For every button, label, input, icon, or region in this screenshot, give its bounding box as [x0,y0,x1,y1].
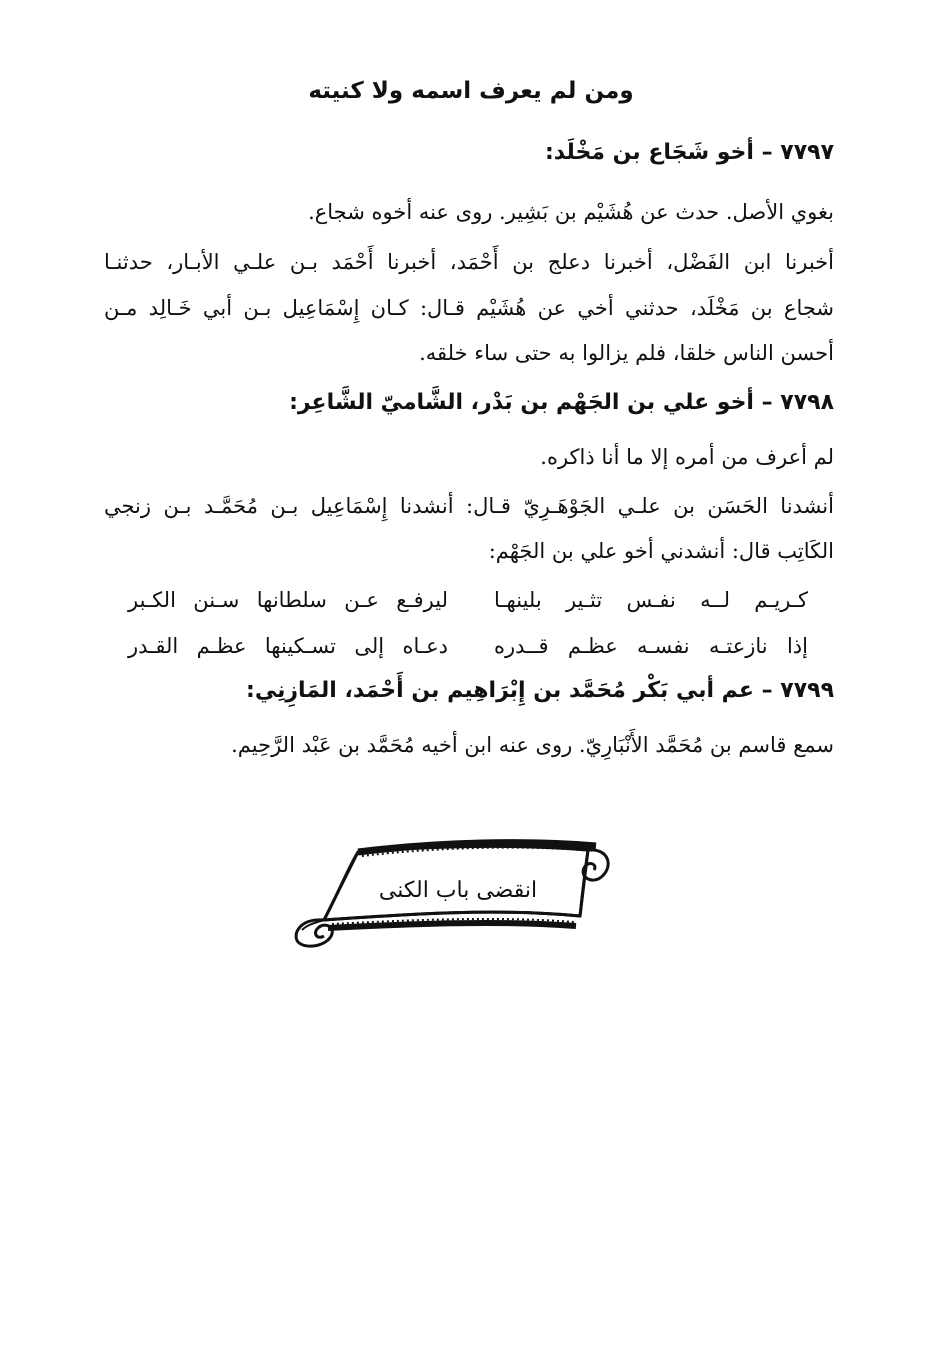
verse-2-second-hemistich: دعـاه إلى تسـكينها عظـم القـدر [128,634,448,658]
entry-7797-title: ٧٧٩٧ – أخو شَجَاع بن مَخْلَد: [544,140,834,165]
entry-7798-title: ٧٧٩٨ – أخو علي بن الجَهْم بن بَدْر، الشَّاميّ الشَّاعِر: [289,390,834,415]
entry-7797-line-2: أخبرنا ابن الفَضْل، أخبرنا دعلج بن أَحْمَد، أخبرنا أَحْمَد بـن علـي الأبـار، حدثنـا [104,250,834,274]
verse-2-first-hemistich: إذا نازعتـه نفسـه عظـم قــدره [494,634,808,658]
entry-7799-line-1: سمع قاسم بن مُحَمَّد الأَنْبَارِيّ. روى عنه ابن أخيه مُحَمَّد بن عَبْد الرَّحِيم. [231,733,834,757]
verse-1-second-hemistich: ليرفـع عـن سلطانها سـنن الكـبر [128,588,448,612]
entry-7798-line-1: لم أعرف من أمره إلا ما أنا ذاكره. [540,445,834,469]
entry-7799-title: ٧٧٩٩ – عم أبي بَكْر مُحَمَّد بن إِبْرَاهِيم بن أَحْمَد، المَازِنِي: [246,678,834,703]
closing-scroll-ornament [288,838,618,950]
entry-7797-line-4: أحسن الناس خلقا، فلم يزالوا به حتى ساء خلقه. [419,341,834,365]
closing-scroll-label: انقضى باب الكنى [378,878,538,903]
entry-7798-line-3: الكَاتِب قال: أنشدني أخو علي بن الجَهْم: [488,539,834,563]
section-heading: ومن لم يعرف اسمه ولا كنيته [308,78,634,104]
entry-7798-line-2: أنشدنا الحَسَن بن علـي الجَوْهَـرِيّ قـال: أنشدنا إِسْمَاعِيل بـن مُحَمَّـد بـن زنجي [104,494,834,518]
entry-7797-line-1: بغوي الأصل. حدث عن هُشَيْم بن بَشِير. روى عنه أخوه شجاع. [308,200,834,224]
verse-1-first-hemistich: كـريـم لــه نفـس تثـير بلينهـا [494,588,808,612]
entry-7797-line-3: شجاع بن مَخْلَد، حدثني أخي عن هُشَيْم قـال: كـان إِسْمَاعِيل بـن أبي خَـالِد مـن [104,296,834,320]
